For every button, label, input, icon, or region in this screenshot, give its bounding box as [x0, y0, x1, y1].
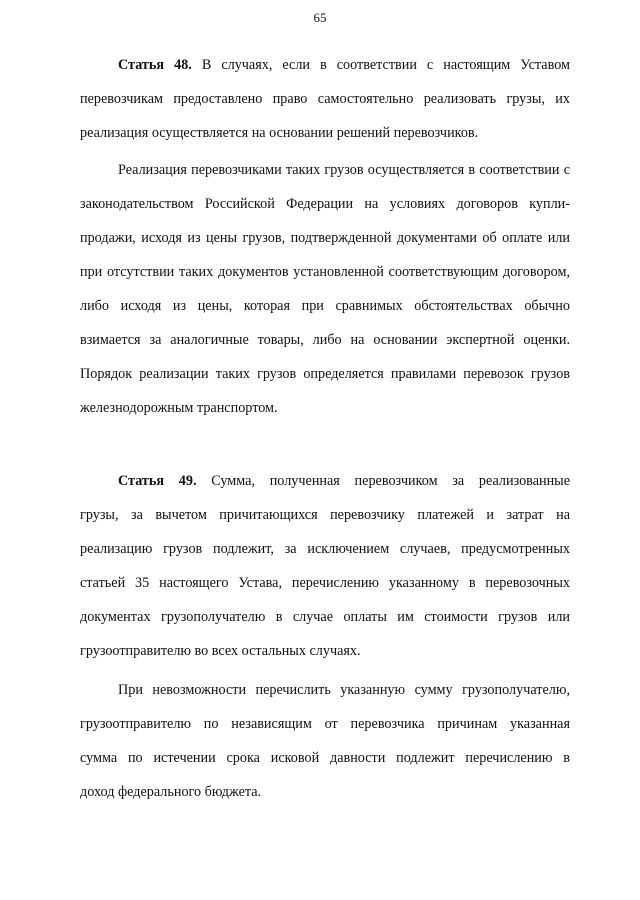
sale-procedure-line-5: либо исходя из цены, которая при сравнимых обстоятельствах обычно: [80, 298, 570, 314]
transfer-impossibility-line-4: доход федерального бюджета.: [80, 784, 262, 800]
sale-procedure-line-2: законодательством Российской Федерации на условиях договоров купли-: [80, 196, 570, 212]
transfer-impossibility-paragraph: [80, 673, 570, 809]
page-number: 65: [313, 10, 327, 25]
article-49-line-3: реализацию грузов подлежит, за исключением случаев, предусмотренных: [80, 541, 570, 557]
sale-procedure-line-3: продажи, исходя из цены грузов, подтвержденной документами об оплате или: [80, 230, 570, 246]
article-49-line-1: Статья 49. Сумма, полученная перевозчиком за реализованные: [118, 473, 571, 489]
sale-procedure-paragraph: [80, 153, 570, 425]
article-49-line-6: грузоотправителю во всех остальных случаях.: [80, 643, 361, 659]
article-heading: Статья 49.: [118, 473, 197, 489]
transfer-impossibility-line-3: сумма по истечении срока исковой давности подлежит перечислению в: [80, 750, 570, 766]
article-48-line-1: Статья 48. В случаях, если в соответствии с настоящим Уставом: [118, 57, 570, 73]
article-49-line-2: грузы, за вычетом причитающихся перевозчику платежей и затрат на: [80, 507, 570, 523]
sale-procedure-line-8: железнодорожным транспортом.: [80, 400, 278, 416]
article-48-line-3: реализация осуществляется на основании решений перевозчиков.: [80, 125, 479, 141]
article-49-line-4: статьей 35 настоящего Устава, перечислению указанному в перевозочных: [80, 575, 570, 591]
sale-procedure-line-4: при отсутствии таких документов установленной соответствующим договором,: [80, 264, 570, 280]
article-49-paragraph: [80, 464, 570, 668]
article-48-paragraph: [80, 48, 570, 150]
transfer-impossibility-line-1: При невозможности перечислить указанную сумму грузополучателю,: [118, 682, 570, 698]
sale-procedure-line-7: Порядок реализации таких грузов определяется правилами перевозок грузов: [80, 366, 570, 382]
article-49-line-5: документах грузополучателю в случае оплаты им стоимости грузов или: [80, 609, 570, 625]
article-48-line-2: перевозчикам предоставлено право самостоятельно реализовать грузы, их: [80, 91, 570, 107]
sale-procedure-line-1: Реализация перевозчиками таких грузов осуществляется в соответствии с: [118, 162, 570, 178]
transfer-impossibility-line-2: грузоотправителю по независящим от перевозчика причинам указанная: [80, 716, 570, 732]
article-heading: Статья 48.: [118, 57, 192, 73]
sale-procedure-line-6: взимается за аналогичные товары, либо на основании экспертной оценки.: [80, 332, 570, 348]
